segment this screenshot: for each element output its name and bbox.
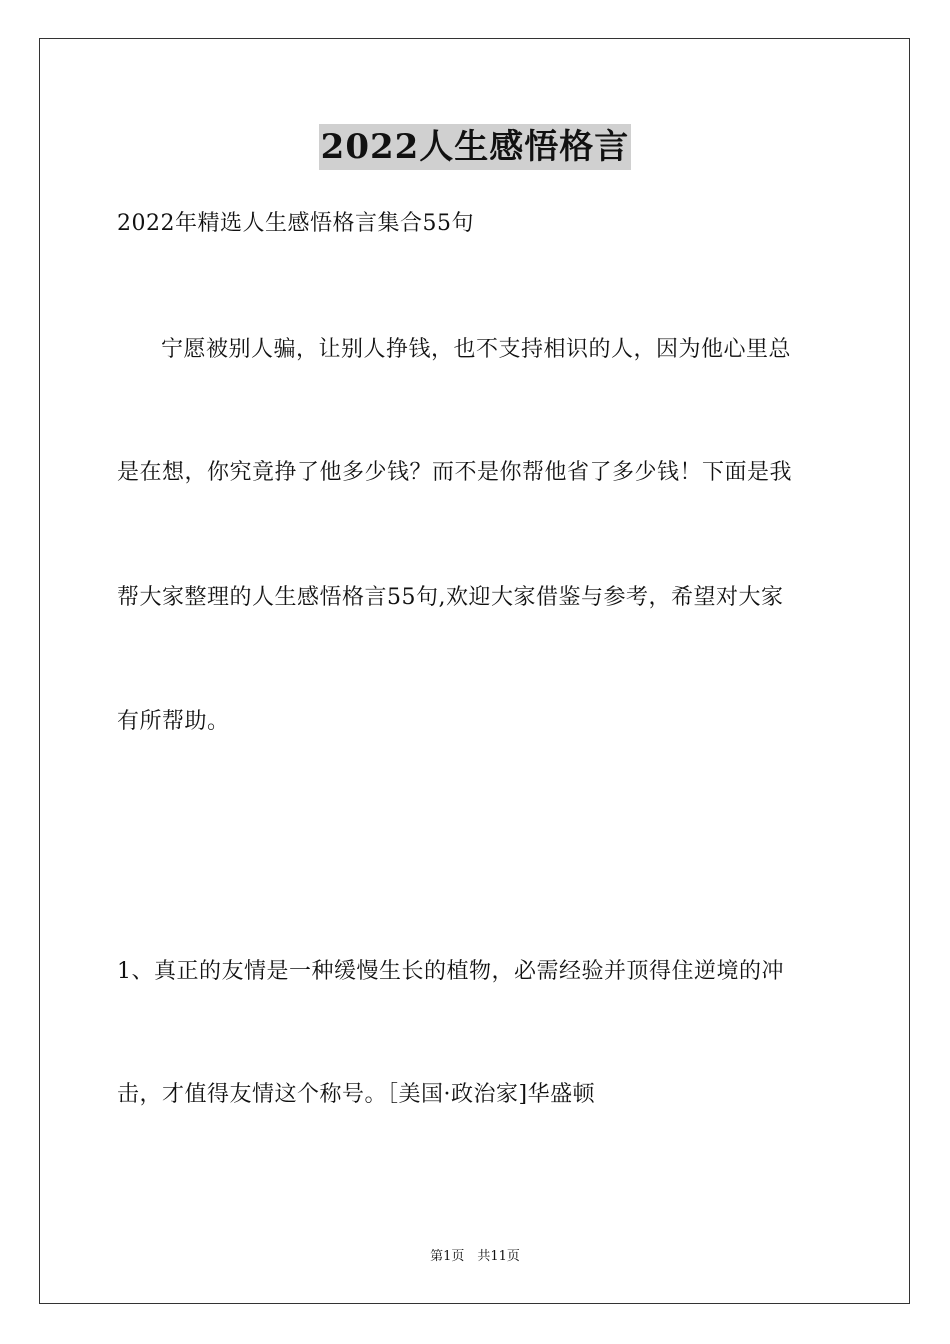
- quote-line-1: 1、真正的友情是一种缓慢生长的植物，必需经验并顶得住逆境的冲: [117, 959, 784, 984]
- intro-line-4: 有所帮助。: [117, 709, 230, 734]
- document-subtitle: 2022年精选人生感悟格言集合55句: [117, 211, 474, 236]
- document-title: 2022人生感悟格言: [319, 124, 632, 170]
- intro-line-1: 宁愿被别人骗，让别人挣钱，也不支持相识的人，因为他心里总: [161, 337, 792, 362]
- title-container: [0, 124, 950, 170]
- intro-line-3: 帮大家整理的人生感悟格言55句,欢迎大家借鉴与参考，希望对大家: [117, 585, 784, 610]
- page-footer: 第1页 共11页: [430, 1249, 520, 1264]
- quote-line-2: 击，才值得友情这个称号。［美国·政治家]华盛顿: [117, 1082, 596, 1107]
- intro-line-2: 是在想，你究竟挣了他多少钱？而不是你帮他省了多少钱！下面是我: [117, 460, 793, 485]
